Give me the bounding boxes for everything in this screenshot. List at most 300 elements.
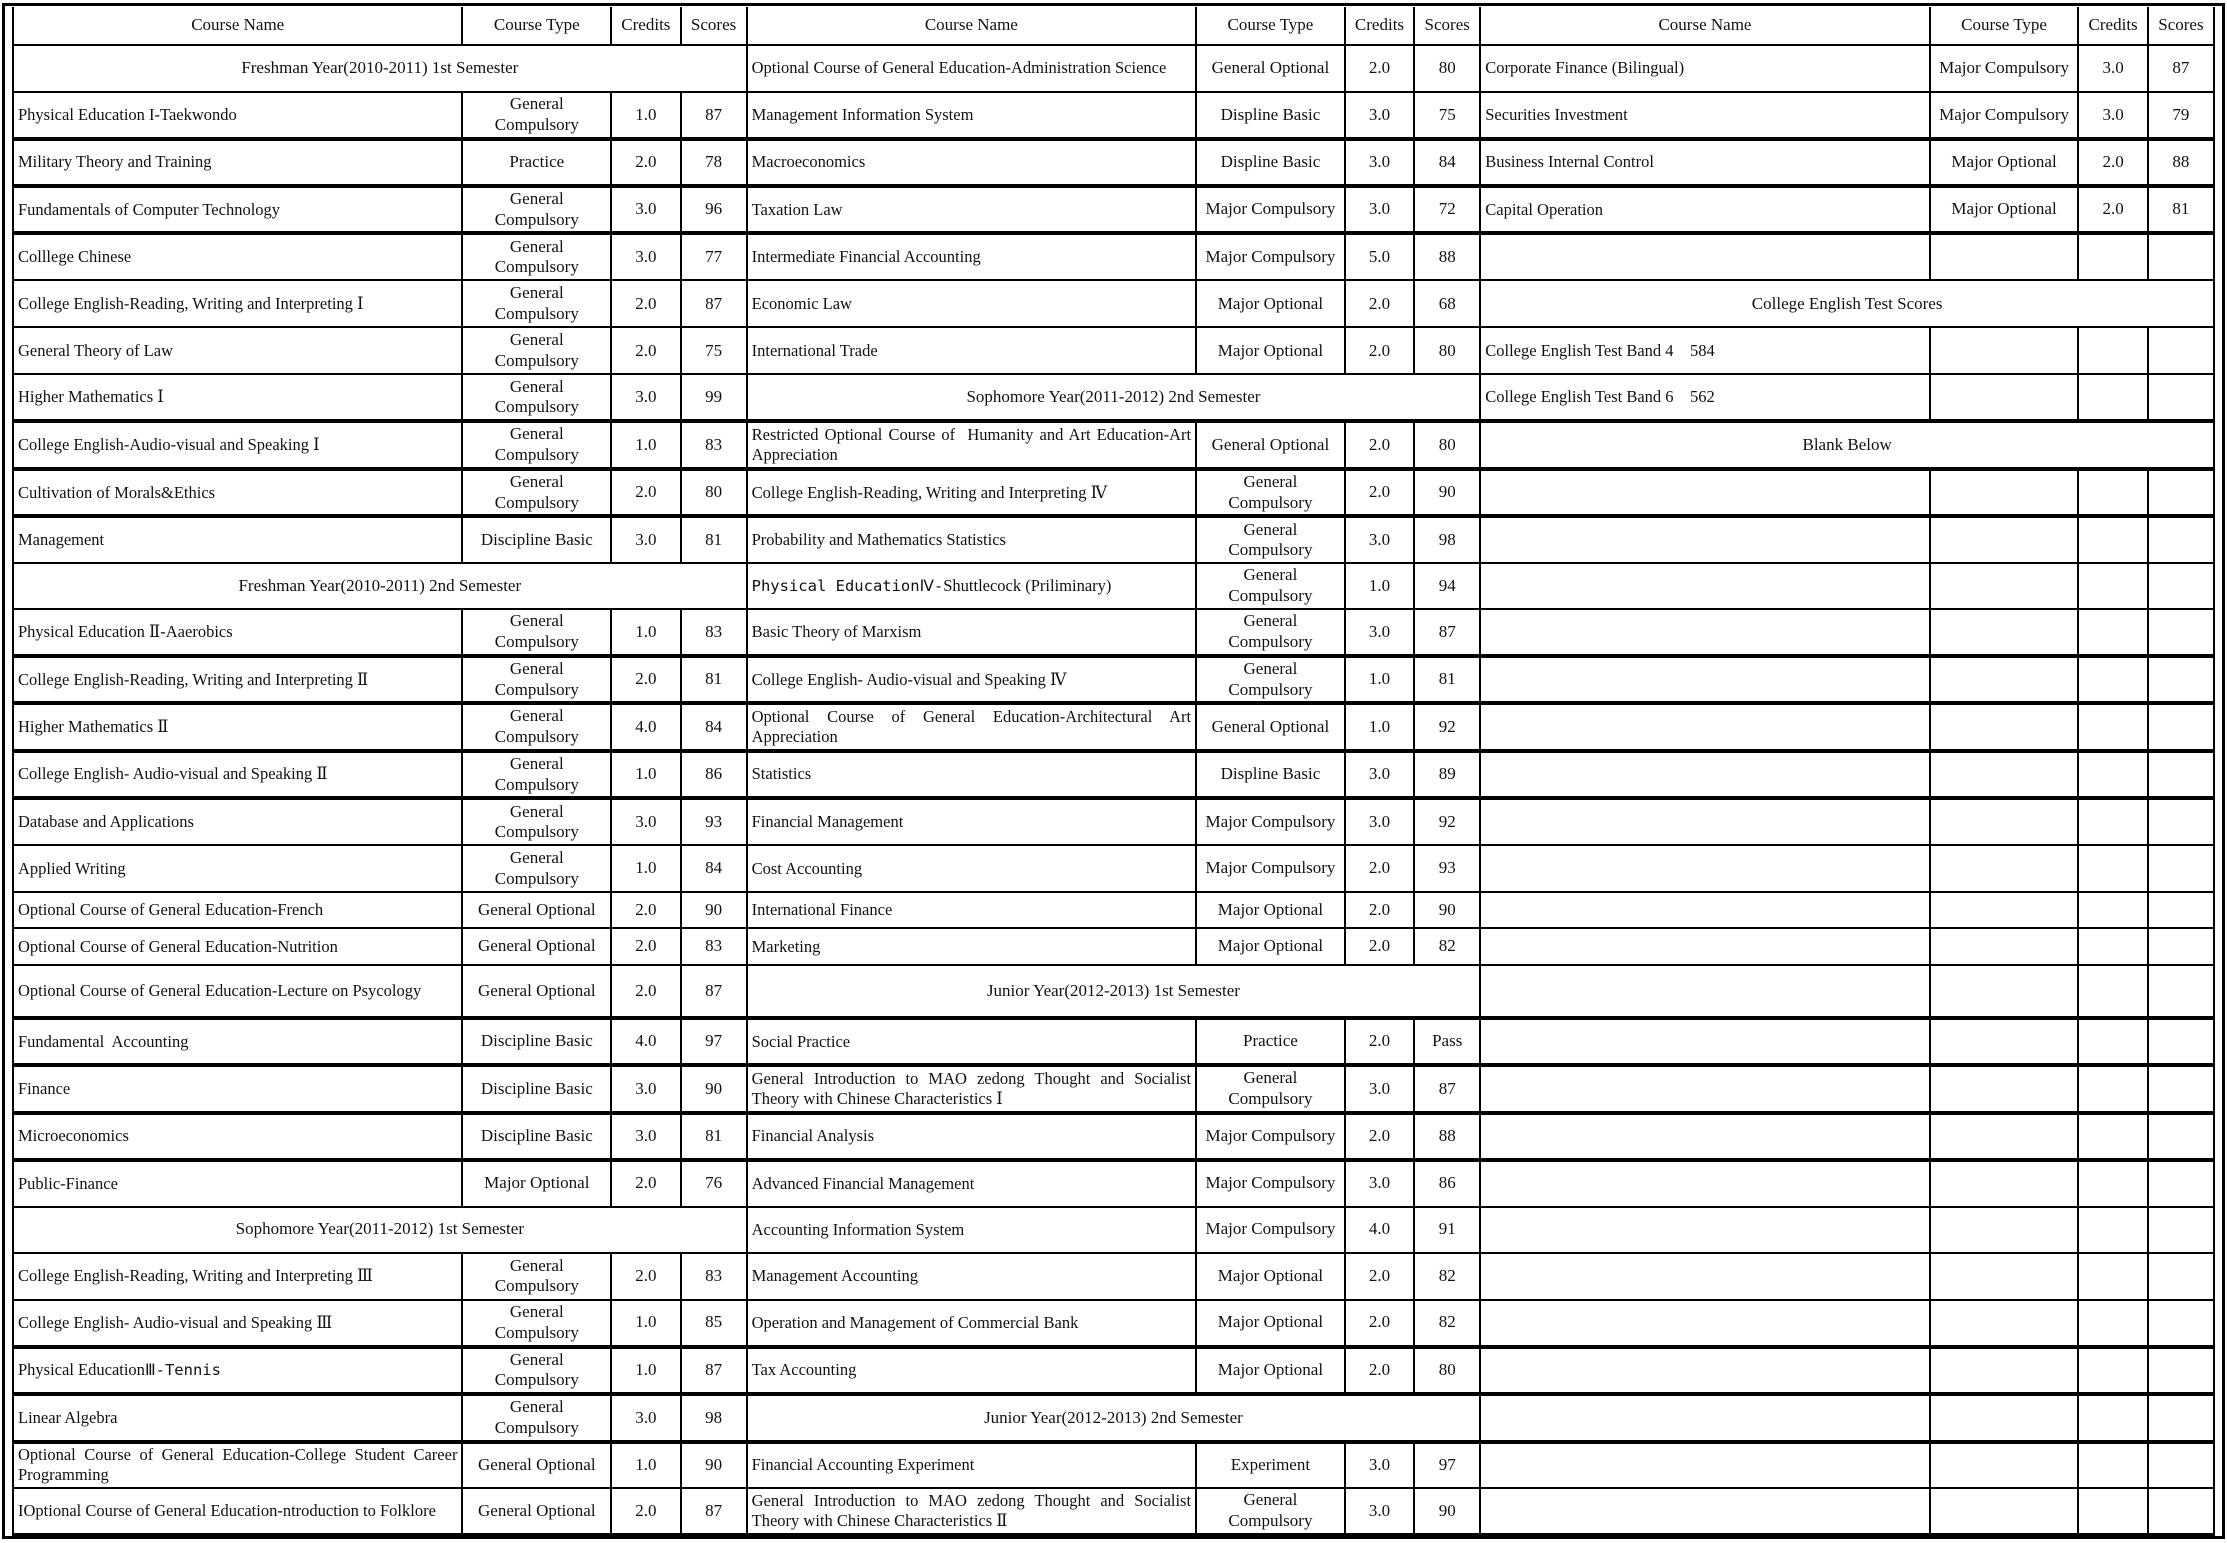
empty-cell [1480, 1253, 1929, 1300]
empty-cell [1480, 1488, 1929, 1535]
credits-cell: 1.0 [611, 92, 680, 139]
empty-cell [1930, 703, 2079, 750]
empty-cell [2148, 751, 2214, 798]
scores-cell: 81 [1414, 656, 1480, 703]
course-type-cell: Major Optional [1196, 327, 1345, 374]
credits-cell: 5.0 [1345, 233, 1414, 280]
credits-cell: 4.0 [611, 703, 680, 750]
course-type-cell: Major Compulsory [1196, 233, 1345, 280]
course-name-cell: Cost Accounting [747, 845, 1196, 892]
course-name-cell: Optional Course of General Education-Administration Science [747, 45, 1196, 92]
empty-cell [1930, 516, 2079, 563]
table-header-row [13, 7, 2214, 45]
empty-cell [2078, 1018, 2147, 1065]
scores-cell: 98 [681, 1394, 747, 1441]
course-type-cell: Major Compulsory [1930, 92, 2079, 139]
course-type-cell: General Compulsory [1196, 1488, 1345, 1535]
credits-cell: 2.0 [611, 469, 680, 516]
course-type-cell: Discipline Basic [462, 1113, 611, 1160]
credits-cell: 1.0 [611, 609, 680, 656]
course-type-cell: General Compulsory [462, 1347, 611, 1394]
empty-cell [1930, 1394, 2079, 1441]
scores-cell: 85 [681, 1300, 747, 1347]
empty-cell [1480, 703, 1929, 750]
scores-cell [2148, 327, 2214, 374]
table-row [13, 1442, 2214, 1488]
course-name-cell: College English- Audio-visual and Speaking Ⅲ [13, 1300, 462, 1347]
transcript-table-frame [2, 3, 2225, 1539]
empty-cell [2148, 469, 2214, 516]
credits-cell: 3.0 [1345, 186, 1414, 233]
empty-cell [2078, 845, 2147, 892]
credits-cell: 2.0 [611, 1253, 680, 1300]
empty-cell [2148, 1488, 2214, 1535]
course-name-cell: Financial Management [747, 798, 1196, 845]
credits-cell: 3.0 [1345, 1442, 1414, 1488]
scores-cell: 78 [681, 139, 747, 186]
empty-cell [2148, 1347, 2214, 1394]
credits-cell: 1.0 [1345, 656, 1414, 703]
credits-cell: 2.0 [611, 928, 680, 965]
empty-cell [1930, 1113, 2079, 1160]
course-name-cell: Intermediate Financial Accounting [747, 233, 1196, 280]
table-row [13, 563, 2214, 608]
scores-cell: 87 [681, 92, 747, 139]
empty-cell [2078, 233, 2147, 280]
transcript-table [12, 7, 2215, 1536]
credits-cell: 2.0 [2078, 186, 2147, 233]
empty-cell [1930, 1347, 2079, 1394]
empty-cell [1930, 798, 2079, 845]
table-row [13, 928, 2214, 965]
credits-cell: 3.0 [2078, 92, 2147, 139]
course-type-cell: Major Compulsory [1196, 186, 1345, 233]
course-name-cell: Physical Education I-Taekwondo [13, 92, 462, 139]
course-type-cell: Experiment [1196, 1442, 1345, 1488]
course-name-cell [747, 563, 1196, 608]
scores-cell: 81 [681, 656, 747, 703]
empty-cell [1930, 233, 2079, 280]
column-header-credits: Credits [2078, 7, 2147, 45]
credits-cell: 1.0 [611, 1300, 680, 1347]
course-name-cell: Microeconomics [13, 1113, 462, 1160]
course-type-cell: General Compulsory [462, 609, 611, 656]
credits-cell: 1.0 [1345, 703, 1414, 750]
empty-cell [1480, 1113, 1929, 1160]
course-type-cell: General Optional [462, 892, 611, 928]
course-type-cell: General Optional [462, 965, 611, 1018]
credits-cell: 3.0 [1345, 1488, 1414, 1535]
course-name-cell: College English- Audio-visual and Speaking Ⅱ [13, 751, 462, 798]
scores-cell: 83 [681, 1253, 747, 1300]
scores-cell: 84 [681, 703, 747, 750]
course-type-cell: General Optional [1196, 45, 1345, 92]
credits-cell: 3.0 [611, 798, 680, 845]
course-name-cell: Optional Course of General Education-Lecture on Psycology [13, 965, 462, 1018]
column-header-scores: Scores [681, 7, 747, 45]
course-name-cell [13, 1347, 462, 1394]
empty-cell [2078, 965, 2147, 1018]
course-name-cell: Financial Accounting Experiment [747, 1442, 1196, 1488]
credits-cell: 3.0 [611, 516, 680, 563]
table-row [13, 845, 2214, 892]
empty-cell [2148, 798, 2214, 845]
credits-cell: 3.0 [1345, 139, 1414, 186]
credits-cell: 2.0 [2078, 139, 2147, 186]
empty-cell [2148, 1207, 2214, 1253]
course-name-cell: Linear Algebra [13, 1394, 462, 1441]
course-type-cell: Major Optional [1930, 186, 2079, 233]
empty-cell [1480, 1065, 1929, 1112]
table-row [13, 45, 2214, 92]
credits-cell: 2.0 [611, 892, 680, 928]
scores-cell: 91 [1414, 1207, 1480, 1253]
empty-cell [1930, 965, 2079, 1018]
table-row [13, 186, 2214, 233]
course-name-cell: Marketing [747, 928, 1196, 965]
course-name-cell: Management [13, 516, 462, 563]
scores-cell: 90 [1414, 1488, 1480, 1535]
empty-cell [2078, 1347, 2147, 1394]
course-name-cell: Economic Law [747, 280, 1196, 327]
course-type-cell: Discipline Basic [462, 1018, 611, 1065]
course-name-cell: Cultivation of Morals&Ethics [13, 469, 462, 516]
course-type-cell: General Compulsory [462, 421, 611, 468]
empty-cell [2148, 563, 2214, 608]
course-name-cell: Business Internal Control [1480, 139, 1929, 186]
scores-cell: 98 [1414, 516, 1480, 563]
table-row [13, 1347, 2214, 1394]
scores-cell: 90 [681, 892, 747, 928]
scores-cell: 76 [681, 1160, 747, 1207]
course-type-cell: Major Compulsory [1196, 845, 1345, 892]
credits-cell: 3.0 [1345, 1160, 1414, 1207]
scores-cell: 68 [1414, 280, 1480, 327]
scores-cell: 89 [1414, 751, 1480, 798]
scores-cell: 87 [681, 1488, 747, 1535]
course-name-cell: College English Test Band 6 562 [1480, 374, 1929, 421]
course-type-cell: General Compulsory [1196, 609, 1345, 656]
scores-cell: 88 [1414, 1113, 1480, 1160]
table-row [13, 233, 2214, 280]
empty-cell [2078, 751, 2147, 798]
empty-cell [2078, 703, 2147, 750]
course-type-cell: General Compulsory [462, 845, 611, 892]
scores-cell: 94 [1414, 563, 1480, 608]
course-name-cell: Military Theory and Training [13, 139, 462, 186]
course-name-cell: Management Information System [747, 92, 1196, 139]
credits-cell: 4.0 [611, 1018, 680, 1065]
empty-cell [2148, 233, 2214, 280]
course-name-cell: Colllege Chinese [13, 233, 462, 280]
empty-cell [2148, 703, 2214, 750]
course-name-cell: Financial Analysis [747, 1113, 1196, 1160]
course-name-cell: College English-Reading, Writing and Interpreting Ⅳ [747, 469, 1196, 516]
scores-cell: 86 [681, 751, 747, 798]
course-name-cell: Statistics [747, 751, 1196, 798]
scores-cell: 87 [681, 1347, 747, 1394]
credits-cell: 3.0 [1345, 609, 1414, 656]
course-name-cell: Probability and Mathematics Statistics [747, 516, 1196, 563]
scores-cell: 97 [681, 1018, 747, 1065]
scores-cell: 88 [1414, 233, 1480, 280]
course-type-cell: General Compulsory [1196, 563, 1345, 608]
course-type-cell: Discipline Basic [462, 1065, 611, 1112]
scores-cell: 93 [1414, 845, 1480, 892]
empty-cell [2078, 1394, 2147, 1441]
credits-cell: 3.0 [1345, 92, 1414, 139]
credits-cell: 2.0 [1345, 421, 1414, 468]
empty-cell [1480, 928, 1929, 965]
scores-cell: 92 [1414, 703, 1480, 750]
course-name-cell: Tax Accounting [747, 1347, 1196, 1394]
scores-cell: Pass [1414, 1018, 1480, 1065]
scores-cell: 87 [681, 965, 747, 1018]
empty-cell [1930, 609, 2079, 656]
course-name-cell: College English- Audio-visual and Speaking Ⅳ [747, 656, 1196, 703]
empty-cell [2078, 1207, 2147, 1253]
scores-cell: 90 [1414, 469, 1480, 516]
course-type-cell [1930, 374, 2079, 421]
empty-cell [2148, 516, 2214, 563]
credits-cell: 3.0 [1345, 798, 1414, 845]
section-row-label: Freshman Year(2010-2011) 1st Semester [13, 45, 747, 92]
empty-cell [1930, 1018, 2079, 1065]
empty-cell [2078, 1488, 2147, 1535]
empty-cell [2078, 516, 2147, 563]
scores-cell: 87 [681, 280, 747, 327]
scores-cell: 75 [1414, 92, 1480, 139]
course-name-cell: Optional Course of General Education-French [13, 892, 462, 928]
column-header-course_name: Course Name [1480, 7, 1929, 45]
course-name-cell: General Introduction to MAO zedong Thought and Socialist Theory with Chinese Characteristics Ⅱ [747, 1488, 1196, 1535]
empty-cell [1930, 1488, 2079, 1535]
credits-cell: 3.0 [1345, 751, 1414, 798]
course-name-fragment: Ⅲ-Tennis [144, 1361, 221, 1380]
course-type-cell: Displine Basic [1196, 751, 1345, 798]
credits-cell: 1.0 [1345, 563, 1414, 608]
scores-cell: 86 [1414, 1160, 1480, 1207]
section-row-label: Sophomore Year(2011-2012) 1st Semester [13, 1207, 747, 1253]
course-type-cell: General Compulsory [462, 1394, 611, 1441]
scores-cell: 90 [681, 1442, 747, 1488]
table-row [13, 1207, 2214, 1253]
empty-cell [2148, 656, 2214, 703]
credits-cell: 3.0 [611, 1113, 680, 1160]
scores-cell: 81 [681, 516, 747, 563]
course-type-cell: General Compulsory [462, 374, 611, 421]
empty-cell [1480, 751, 1929, 798]
course-type-cell: General Compulsory [462, 233, 611, 280]
section-row-label: Blank Below [1480, 421, 2214, 468]
credits-cell: 3.0 [611, 374, 680, 421]
course-type-cell: General Optional [1196, 703, 1345, 750]
credits-cell: 3.0 [1345, 1065, 1414, 1112]
empty-cell [1930, 1300, 2079, 1347]
course-type-cell: General Optional [462, 928, 611, 965]
table-row [13, 374, 2214, 421]
course-name-fragment: Physical EducationⅣ- [751, 577, 944, 596]
column-header-credits: Credits [611, 7, 680, 45]
scores-cell: 99 [681, 374, 747, 421]
empty-cell [1930, 563, 2079, 608]
course-type-cell: General Compulsory [462, 469, 611, 516]
course-type-cell: General Optional [462, 1488, 611, 1535]
credits-cell: 3.0 [2078, 45, 2147, 92]
empty-cell [1930, 1253, 2079, 1300]
column-header-course_type: Course Type [462, 7, 611, 45]
course-name-cell: General Introduction to MAO zedong Thought and Socialist Theory with Chinese Characteristics Ⅰ [747, 1065, 1196, 1112]
empty-cell [2148, 965, 2214, 1018]
scores-cell: 81 [2148, 186, 2214, 233]
course-name-cell: College English-Reading, Writing and Interpreting Ⅰ [13, 280, 462, 327]
empty-cell [2148, 1018, 2214, 1065]
course-type-cell [1930, 327, 2079, 374]
table-row [13, 892, 2214, 928]
credits-cell: 2.0 [611, 965, 680, 1018]
empty-cell [1930, 892, 2079, 928]
credits-cell: 2.0 [1345, 1253, 1414, 1300]
empty-cell [2078, 609, 2147, 656]
section-row-label: Freshman Year(2010-2011) 2nd Semester [13, 563, 747, 608]
empty-cell [1480, 1442, 1929, 1488]
course-type-cell: Major Optional [1196, 1347, 1345, 1394]
credits-cell: 2.0 [611, 280, 680, 327]
course-name-cell: Taxation Law [747, 186, 1196, 233]
course-name-fragment: Physical Education [18, 1360, 145, 1380]
course-name-cell: International Trade [747, 327, 1196, 374]
course-name-cell: College English-Reading, Writing and Interpreting Ⅱ [13, 656, 462, 703]
column-header-scores: Scores [1414, 7, 1480, 45]
course-type-cell: General Compulsory [462, 751, 611, 798]
table-row [13, 965, 2214, 1018]
empty-cell [2148, 609, 2214, 656]
course-type-cell: Major Optional [1196, 1253, 1345, 1300]
course-type-cell: Major Optional [1196, 280, 1345, 327]
course-name-cell: College English-Audio-visual and Speaking Ⅰ [13, 421, 462, 468]
course-name-cell: Optional Course of General Education-Nutrition [13, 928, 462, 965]
credits-cell: 2.0 [611, 1488, 680, 1535]
credits-cell [2078, 327, 2147, 374]
empty-cell [1930, 845, 2079, 892]
course-type-cell: General Compulsory [462, 280, 611, 327]
course-type-cell: General Compulsory [1196, 469, 1345, 516]
empty-cell [1480, 469, 1929, 516]
table-row [13, 1018, 2214, 1065]
credits-cell: 3.0 [611, 186, 680, 233]
course-name-cell: Fundamental Accounting [13, 1018, 462, 1065]
table-row [13, 703, 2214, 750]
empty-cell [2078, 469, 2147, 516]
empty-cell [1480, 516, 1929, 563]
course-name-cell: Optional Course of General Education-College Student Career Programming [13, 1442, 462, 1488]
credits-cell: 2.0 [1345, 845, 1414, 892]
empty-cell [1480, 609, 1929, 656]
course-type-cell: General Compulsory [1196, 1065, 1345, 1112]
empty-cell [1480, 233, 1929, 280]
scores-cell [2148, 374, 2214, 421]
empty-cell [2148, 1442, 2214, 1488]
course-type-cell: General Compulsory [1196, 656, 1345, 703]
course-name-cell: Public-Finance [13, 1160, 462, 1207]
course-type-cell: Major Optional [1196, 892, 1345, 928]
empty-cell [1480, 563, 1929, 608]
credits-cell: 2.0 [611, 656, 680, 703]
section-row-label: College English Test Scores [1480, 280, 2214, 327]
course-type-cell: General Compulsory [462, 327, 611, 374]
empty-cell [2078, 928, 2147, 965]
course-type-cell: General Compulsory [462, 656, 611, 703]
empty-cell [2078, 1113, 2147, 1160]
course-type-cell: General Optional [1196, 421, 1345, 468]
table-row [13, 1253, 2214, 1300]
course-type-cell: General Compulsory [462, 1300, 611, 1347]
course-name-cell: Restricted Optional Course of Humanity and Art Education-Art Appreciation [747, 421, 1196, 468]
credits-cell: 1.0 [611, 1347, 680, 1394]
empty-cell [1480, 845, 1929, 892]
column-header-scores: Scores [2148, 7, 2214, 45]
credits-cell: 4.0 [1345, 1207, 1414, 1253]
course-name-cell: Physical Education Ⅱ-Aaerobics [13, 609, 462, 656]
empty-cell [1930, 751, 2079, 798]
credits-cell: 2.0 [1345, 1113, 1414, 1160]
course-name-cell: IOptional Course of General Education-ntroduction to Folklore [13, 1488, 462, 1535]
table-row [13, 139, 2214, 186]
table-row [13, 280, 2214, 327]
credits-cell: 2.0 [1345, 45, 1414, 92]
empty-cell [2148, 1065, 2214, 1112]
scores-cell: 82 [1414, 1300, 1480, 1347]
empty-cell [2148, 1113, 2214, 1160]
table-row [13, 798, 2214, 845]
table-row [13, 421, 2214, 468]
empty-cell [1930, 1442, 2079, 1488]
course-name-cell: Applied Writing [13, 845, 462, 892]
empty-cell [2148, 1394, 2214, 1441]
scores-cell: 72 [1414, 186, 1480, 233]
empty-cell [2078, 892, 2147, 928]
table-row [13, 656, 2214, 703]
scores-cell: 84 [1414, 139, 1480, 186]
course-name-cell: Optional Course of General Education-Architectural Art Appreciation [747, 703, 1196, 750]
empty-cell [1480, 1394, 1929, 1441]
course-name-cell: Operation and Management of Commercial Bank [747, 1300, 1196, 1347]
table-row [13, 1488, 2214, 1535]
empty-cell [2148, 845, 2214, 892]
course-type-cell: General Compulsory [462, 1253, 611, 1300]
course-type-cell: Major Compulsory [1930, 45, 2079, 92]
course-type-cell: Major Optional [1196, 928, 1345, 965]
course-name-cell: Fundamentals of Computer Technology [13, 186, 462, 233]
column-header-credits: Credits [1345, 7, 1414, 45]
scores-cell: 87 [2148, 45, 2214, 92]
scores-cell: 97 [1414, 1442, 1480, 1488]
table-row [13, 516, 2214, 563]
course-type-cell: Discipline Basic [462, 516, 611, 563]
course-name-cell: College English Test Band 4 584 [1480, 327, 1929, 374]
table-row [13, 92, 2214, 139]
course-name-cell: Advanced Financial Management [747, 1160, 1196, 1207]
course-type-cell: Displine Basic [1196, 92, 1345, 139]
scores-cell: 81 [681, 1113, 747, 1160]
course-name-cell: General Theory of Law [13, 327, 462, 374]
scores-cell: 80 [1414, 327, 1480, 374]
credits-cell: 3.0 [1345, 516, 1414, 563]
course-type-cell: Practice [462, 139, 611, 186]
credits-cell: 2.0 [611, 1160, 680, 1207]
scores-cell: 83 [681, 609, 747, 656]
empty-cell [1480, 1160, 1929, 1207]
